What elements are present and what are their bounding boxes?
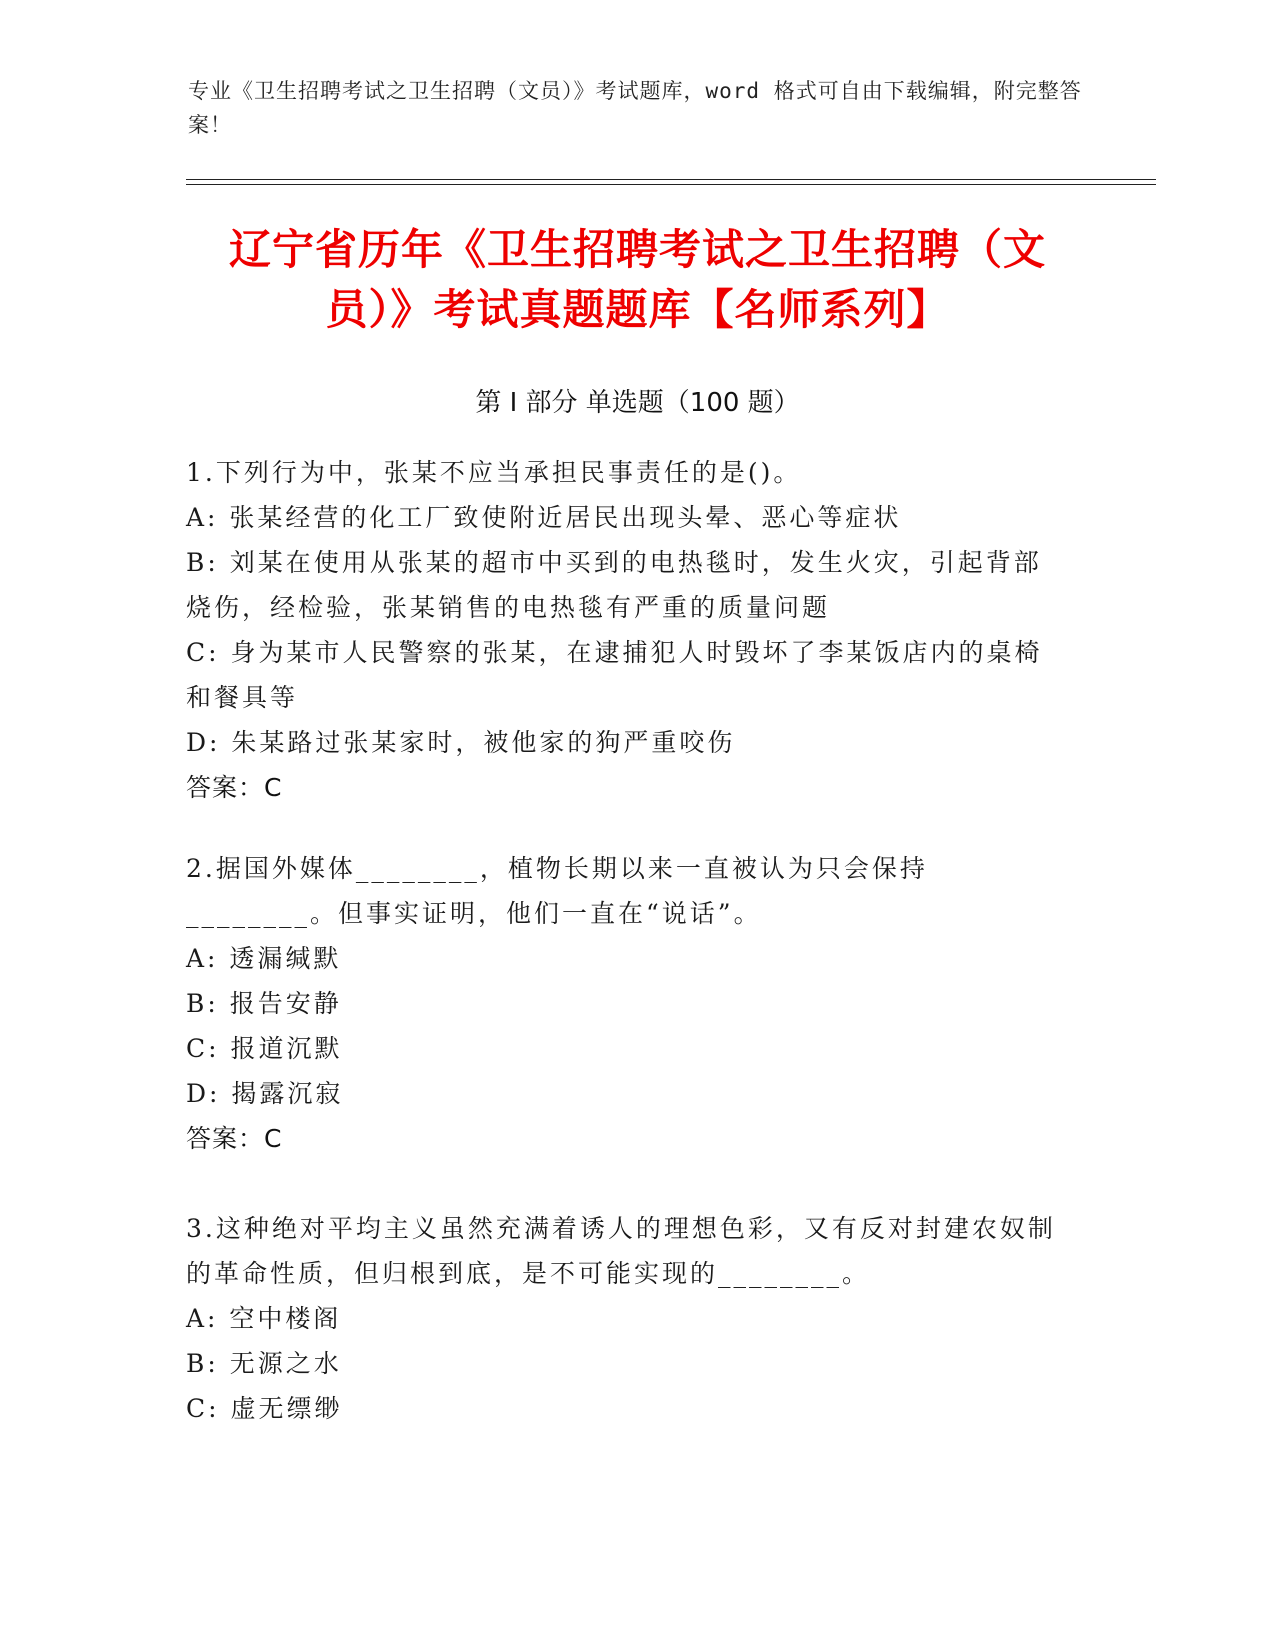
option-a: A: 透漏缄默 <box>186 944 342 973</box>
question-stem: 2.据国外媒体________，植物长期以来一直被认为只会保持________。但事实证明，他们一直在“说话”。 <box>186 854 928 928</box>
option-c: C: 报道沉默 <box>186 1034 343 1063</box>
option-c: C: 身为某市人民警察的张某，在逮捕犯人时毁坏了李某饭店内的桌椅和餐具等 <box>186 638 1043 712</box>
option-a: A: 空中楼阁 <box>186 1304 342 1333</box>
question-stem: 3.这种绝对平均主义虽然充满着诱人的理想色彩，又有反对封建农奴制的革命性质，但归根到底，是不可能实现的________。 <box>186 1214 1056 1288</box>
header-divider-bottom <box>186 184 1156 185</box>
question-stem: 1.下列行为中，张某不应当承担民事责任的是()。 <box>186 458 802 487</box>
header-divider-top <box>186 179 1156 180</box>
question-1 <box>186 450 1066 810</box>
document-title <box>150 220 1125 340</box>
document-title-line-2: 员）》考试真题题库【名师系列】 <box>325 285 950 334</box>
question-2 <box>186 846 1066 1161</box>
question-3 <box>186 1206 1066 1431</box>
section-heading: 第 I 部分 单选题（100 题） <box>475 388 800 418</box>
option-c: C: 虚无缥缈 <box>186 1394 343 1423</box>
option-a: A: 张某经营的化工厂致使附近居民出现头晕、恶心等症状 <box>186 503 902 532</box>
option-d: D: 朱某路过张某家时，被他家的狗严重咬伤 <box>186 728 736 757</box>
answer-line: 答案：C <box>186 1124 283 1153</box>
option-b: B: 无源之水 <box>186 1349 342 1378</box>
answer-line: 答案：C <box>186 773 283 802</box>
document-title-line-1: 辽宁省历年《卫生招聘考试之卫生招聘（文 <box>228 225 1046 274</box>
header-note: 专业《卫生招聘考试之卫生招聘（文员）》考试题库，word 格式可自由下载编辑，附完整答案！ <box>188 79 1082 137</box>
option-d: D: 揭露沉寂 <box>186 1079 344 1108</box>
option-b: B: 报告安静 <box>186 989 342 1018</box>
option-b: B: 刘某在使用从张某的超市中买到的电热毯时，发生火灾，引起背部烧伤，经检验，张某销售的电热毯有严重的质量问题 <box>186 548 1042 622</box>
